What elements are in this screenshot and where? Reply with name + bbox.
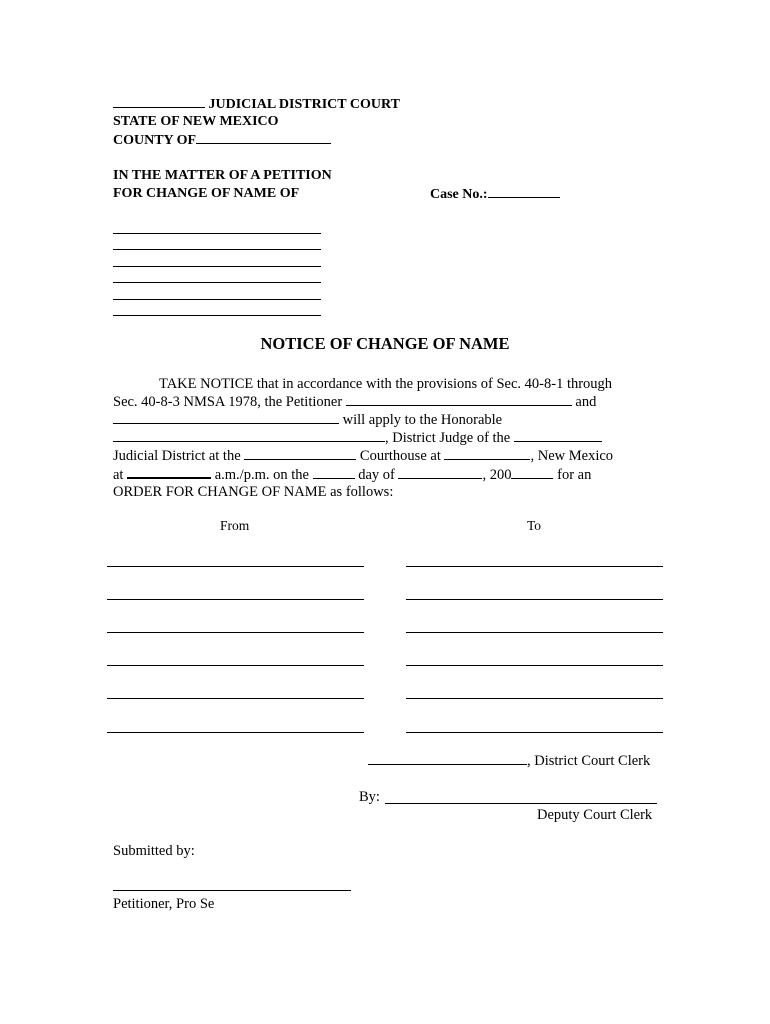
- case-number-label: Case No.:: [430, 187, 488, 202]
- body-line-6-dayof: day of: [358, 467, 395, 483]
- body-line-4: [113, 429, 602, 447]
- body-line-2-and: and: [575, 394, 597, 410]
- deputy-label: Deputy Court Clerk: [537, 807, 653, 823]
- body-line-6-year: , 200: [482, 467, 512, 483]
- body-line-5: [113, 447, 613, 465]
- body-line-6: [113, 465, 591, 484]
- body-line-3: [113, 411, 502, 429]
- page-title: NOTICE OF CHANGE OF NAME: [260, 334, 510, 353]
- courthouse-blank[interactable]: [244, 447, 356, 460]
- petitioner-name-line[interactable]: [113, 282, 321, 283]
- time-blank[interactable]: [127, 465, 211, 479]
- county-label: COUNTY OF: [113, 133, 197, 148]
- to-column-label: To: [527, 518, 542, 533]
- body-line-6-ampm: a.m./p.m. on the: [214, 467, 309, 483]
- body-line-5-state: , New Mexico: [530, 448, 614, 464]
- from-name-line[interactable]: [107, 732, 364, 733]
- petitioner-blank-2[interactable]: [113, 411, 339, 424]
- petitioner-blank[interactable]: [346, 393, 572, 406]
- clerk-label: , District Court Clerk: [527, 753, 651, 769]
- petitioner-name-line[interactable]: [113, 315, 321, 316]
- body-line-6-foran: for an: [557, 467, 592, 483]
- court-header-line: [113, 95, 400, 113]
- petitioner-signature-line[interactable]: [113, 890, 351, 891]
- to-name-line[interactable]: [406, 599, 663, 600]
- by-label: By:: [359, 789, 380, 805]
- body-line-5-courthouse: Courthouse at: [359, 448, 441, 464]
- submitted-by-label: Submitted by:: [113, 843, 195, 859]
- clerk-name-blank[interactable]: [368, 752, 527, 765]
- clerk-signature-line: [368, 752, 650, 770]
- from-name-line[interactable]: [107, 599, 364, 600]
- to-name-line[interactable]: [406, 665, 663, 666]
- court-name: JUDICIAL DISTRICT COURT: [208, 97, 400, 112]
- deputy-signature-line[interactable]: [385, 803, 657, 804]
- year-blank[interactable]: [511, 466, 553, 479]
- petitioner-name-line[interactable]: [113, 299, 321, 300]
- petitioner-name-line[interactable]: [113, 249, 321, 250]
- body-line-5-text: Judicial District at the: [113, 448, 241, 464]
- matter-line-1: IN THE MATTER OF A PETITION: [113, 168, 332, 183]
- petitioner-name-line[interactable]: [113, 233, 321, 234]
- from-name-line[interactable]: [107, 632, 364, 633]
- case-number-field: [430, 185, 560, 203]
- city-blank[interactable]: [444, 447, 530, 460]
- petitioner-name-line[interactable]: [113, 266, 321, 267]
- petitioner-pro-se-label: Petitioner, Pro Se: [113, 896, 215, 912]
- body-line-2: [113, 393, 596, 411]
- matter-line-2: FOR CHANGE OF NAME OF: [113, 186, 300, 201]
- to-name-line[interactable]: [406, 732, 663, 733]
- to-name-line[interactable]: [406, 698, 663, 699]
- judge-name-blank[interactable]: [113, 429, 385, 442]
- to-name-line[interactable]: [406, 632, 663, 633]
- state-line: STATE OF NEW MEXICO: [113, 114, 279, 129]
- from-column-label: From: [220, 518, 250, 533]
- from-name-line[interactable]: [107, 665, 364, 666]
- day-blank[interactable]: [313, 466, 355, 479]
- body-line-1: TAKE NOTICE that in accordance with the provisions of Sec. 40-8-1 through: [159, 376, 613, 392]
- county-blank[interactable]: [196, 131, 331, 144]
- body-line-3-text: will apply to the Honorable: [342, 412, 503, 428]
- to-name-line[interactable]: [406, 566, 663, 567]
- month-blank[interactable]: [398, 466, 482, 479]
- from-name-line[interactable]: [107, 698, 364, 699]
- body-line-2-text: Sec. 40-8-3 NMSA 1978, the Petitioner: [113, 394, 343, 410]
- county-line: [113, 131, 331, 149]
- judicial-district-blank[interactable]: [514, 429, 602, 442]
- from-name-line[interactable]: [107, 566, 364, 567]
- case-number-blank[interactable]: [488, 185, 560, 198]
- district-number-blank[interactable]: [113, 95, 205, 108]
- body-line-6-at: at: [113, 467, 124, 483]
- body-line-7: ORDER FOR CHANGE OF NAME as follows:: [113, 484, 394, 500]
- body-line-4-text: , District Judge of the: [385, 430, 511, 446]
